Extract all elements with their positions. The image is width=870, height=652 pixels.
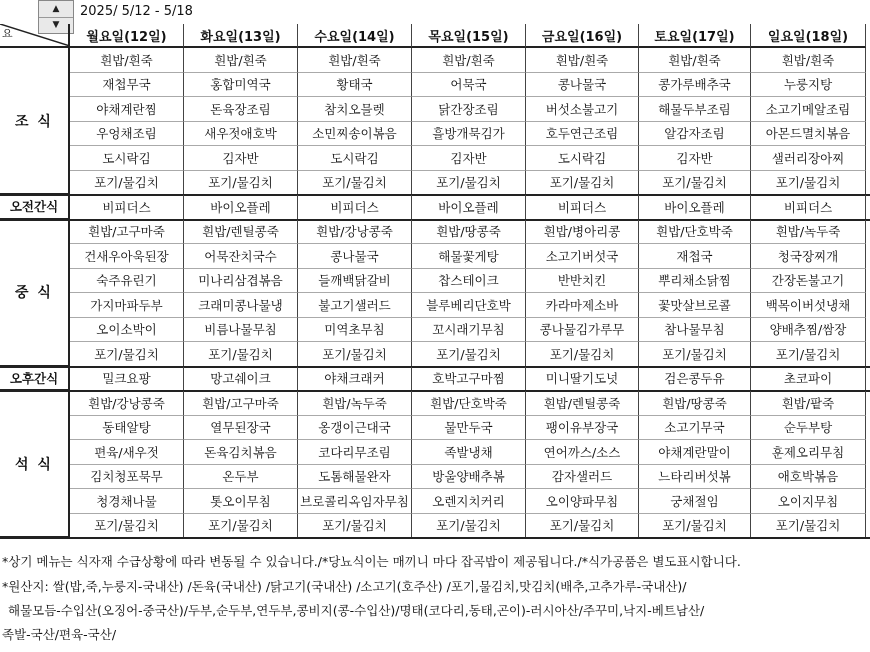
note-line: 족발-국산/편육-국산/ (2, 627, 117, 642)
menu-item: 재첩국 (639, 244, 751, 269)
section-divider (0, 537, 870, 539)
menu-item: 동태알탕 (70, 416, 184, 441)
menu-item: 호박고구마찜 (412, 367, 526, 392)
menu-item: 훈제오리무침 (751, 440, 866, 465)
menu-item: 흰밥/고구마죽 (184, 391, 298, 416)
menu-item: 뿌리채소닭찜 (639, 269, 751, 294)
menu-item: 흰밥/흰죽 (639, 48, 751, 73)
menu-item: 포기/물김치 (70, 342, 184, 367)
menu-item: 흰밥/흰죽 (184, 48, 298, 73)
menu-item: 브로콜리옥임자무침 (298, 489, 412, 514)
menu-item: 도톰해물완자 (298, 465, 412, 490)
menu-item: 홍합미역국 (184, 73, 298, 98)
menu-item: 포기/물김치 (751, 171, 866, 196)
corner-label: 요 (2, 27, 13, 40)
menu-item: 누룽지탕 (751, 73, 866, 98)
menu-item: 흰밥/단호박죽 (412, 391, 526, 416)
day-header: 월요일(12일) (70, 24, 184, 48)
menu-item: 찹스테이크 (412, 269, 526, 294)
menu-item: 포기/물김치 (298, 171, 412, 196)
menu-item: 미니딸기도넛 (526, 367, 639, 392)
spin-down-icon[interactable]: ▼ (52, 20, 60, 30)
note-line: 해물모듬-수입산(오징어-중국산)/두부,순두부,연두부,콩비지(콩-수입산)/명태(코다리,동태,곤이)-러시아산/주꾸미,낙지-베트남산/ (8, 603, 705, 618)
menu-item: 흰밥/흰죽 (751, 48, 866, 73)
menu-item: 초코파이 (751, 367, 866, 392)
menu-item: 비피더스 (526, 195, 639, 220)
menu-item: 비피더스 (298, 195, 412, 220)
menu-item: 포기/물김치 (526, 514, 639, 539)
menu-item: 물만두국 (412, 416, 526, 441)
menu-item: 바이오플레 (184, 195, 298, 220)
menu-item: 꼬시래기무침 (412, 318, 526, 343)
note-line: *원산지: 쌀(밥,죽,누룽지-국내산) /돈육(국내산) /닭고기(국내산) /소고기(호주산) /포기,물김치,맛김치(배추,고추가루-국내산)/ (2, 579, 687, 594)
menu-item: 황태국 (298, 73, 412, 98)
menu-item: 흰밥/흰죽 (70, 48, 184, 73)
menu-item: 흰밥/강낭콩죽 (298, 220, 412, 245)
menu-item: 우엉채조림 (70, 122, 184, 147)
menu-item: 흰밥/팥죽 (751, 391, 866, 416)
menu-item: 족발냉채 (412, 440, 526, 465)
menu-item: 궁채절임 (639, 489, 751, 514)
menu-item: 애호박볶음 (751, 465, 866, 490)
menu-item: 샐러리장아찌 (751, 146, 866, 171)
menu-item: 소민찌송이볶음 (298, 122, 412, 147)
menu-item: 포기/물김치 (412, 342, 526, 367)
menu-item: 닭간장조림 (412, 97, 526, 122)
menu-item: 해물두부조림 (639, 97, 751, 122)
menu-item: 연어까스/소스 (526, 440, 639, 465)
menu-item: 코다리무조림 (298, 440, 412, 465)
menu-item: 크래미콩나물냉 (184, 293, 298, 318)
menu-item: 순두부탕 (751, 416, 866, 441)
menu-item: 호두연근조림 (526, 122, 639, 147)
menu-item: 흰밥/녹두죽 (298, 391, 412, 416)
afternoon-snack-label: 오후간식 (0, 367, 70, 392)
note-line: *상기 메뉴는 식자재 수급상황에 따라 변동될 수 있습니다./*당뇨식이는 매끼니 마다 잡곡밥이 제공됩니다./*식가공품은 별도표시합니다. (2, 554, 741, 569)
spin-up-icon[interactable]: ▲ (39, 1, 73, 18)
day-header: 토요일(17일) (639, 24, 751, 48)
menu-item: 김자반 (412, 146, 526, 171)
menu-item: 오이지무침 (751, 489, 866, 514)
menu-item: 건새우아욱된장 (70, 244, 184, 269)
menu-item: 돈육장조림 (184, 97, 298, 122)
menu-item: 소고기메알조림 (751, 97, 866, 122)
menu-item: 백목이버섯냉채 (751, 293, 866, 318)
menu-item: 포기/물김치 (526, 171, 639, 196)
morning-snack-label: 오전간식 (0, 195, 70, 220)
menu-item: 포기/물김치 (184, 514, 298, 539)
menu-item: 카라마제소바 (526, 293, 639, 318)
menu-item: 포기/물김치 (298, 342, 412, 367)
menu-item: 팽이유부장국 (526, 416, 639, 441)
menu-item: 흰밥/흰죽 (298, 48, 412, 73)
menu-item: 도시락김 (526, 146, 639, 171)
menu-item: 온두부 (184, 465, 298, 490)
date-range: 2025/ 5/12 - 5/18 (80, 4, 193, 19)
menu-item: 참치오믈렛 (298, 97, 412, 122)
menu-item: 들깨백닭갈비 (298, 269, 412, 294)
menu-item: 포기/물김치 (412, 514, 526, 539)
menu-item: 해물꽃게탕 (412, 244, 526, 269)
menu-item: 포기/물김치 (412, 171, 526, 196)
menu-item: 편육/새우젓 (70, 440, 184, 465)
menu-item: 김자반 (639, 146, 751, 171)
menu-item: 반반치킨 (526, 269, 639, 294)
day-header: 금요일(16일) (526, 24, 639, 48)
menu-item: 야채크래커 (298, 367, 412, 392)
menu-item: 망고쉐이크 (184, 367, 298, 392)
menu-item: 어묵국 (412, 73, 526, 98)
menu-item: 오렌지치커리 (412, 489, 526, 514)
menu-item: 간장돈불고기 (751, 269, 866, 294)
menu-item: 포기/물김치 (298, 514, 412, 539)
menu-item: 숙주유린기 (70, 269, 184, 294)
menu-item: 비름나물무침 (184, 318, 298, 343)
menu-item: 양배추찜/쌈장 (751, 318, 866, 343)
menu-item: 미나리삼겹볶음 (184, 269, 298, 294)
menu-item: 톳오이무침 (184, 489, 298, 514)
corner-header (0, 24, 70, 48)
menu-item: 방울양배추볶 (412, 465, 526, 490)
menu-item: 미역초무침 (298, 318, 412, 343)
menu-item: 흰밥/강낭콩죽 (70, 391, 184, 416)
menu-item: 검은콩두유 (639, 367, 751, 392)
menu-item: 흰밥/단호박죽 (639, 220, 751, 245)
menu-item: 흰밥/흰죽 (526, 48, 639, 73)
menu-item: 포기/물김치 (639, 342, 751, 367)
menu-item: 열무된장국 (184, 416, 298, 441)
menu-item: 밀크요팡 (70, 367, 184, 392)
menu-item: 흰밥/렌틸콩죽 (184, 220, 298, 245)
day-header: 목요일(15일) (412, 24, 526, 48)
menu-item: 옹갱이근대국 (298, 416, 412, 441)
menu-item: 흘방개묵김가 (412, 122, 526, 147)
menu-item: 포기/물김치 (751, 342, 866, 367)
day-header: 일요일(18일) (751, 24, 866, 48)
menu-item: 오이양파무침 (526, 489, 639, 514)
menu-item: 가지마파두부 (70, 293, 184, 318)
menu-item: 꽃맛살브로콜 (639, 293, 751, 318)
menu-item: 흰밥/녹두죽 (751, 220, 866, 245)
menu-item: 참나물무침 (639, 318, 751, 343)
menu-item: 포기/물김치 (70, 514, 184, 539)
menu-item: 어묵잔치국수 (184, 244, 298, 269)
menu-item: 포기/물김치 (639, 171, 751, 196)
menu-item: 흰밥/렌틸콩죽 (526, 391, 639, 416)
menu-item: 재첩무국 (70, 73, 184, 98)
menu-item: 도시락김 (70, 146, 184, 171)
menu-item: 소고기무국 (639, 416, 751, 441)
menu-item: 감자샐러드 (526, 465, 639, 490)
menu-item: 새우젓애호박 (184, 122, 298, 147)
menu-item: 콩나물김가루무 (526, 318, 639, 343)
lunch-label: 중 식 (0, 220, 70, 367)
menu-item: 흰밥/고구마죽 (70, 220, 184, 245)
dinner-label: 석 식 (0, 391, 70, 538)
menu-item: 야채계란말이 (639, 440, 751, 465)
menu-item: 바이오플레 (639, 195, 751, 220)
menu-item: 김치청포묵무 (70, 465, 184, 490)
menu-item: 흰밥/땅콩죽 (639, 391, 751, 416)
menu-item: 청국장찌개 (751, 244, 866, 269)
menu-item: 포기/물김치 (526, 342, 639, 367)
menu-item: 콩나물국 (298, 244, 412, 269)
menu-item: 야채계란찜 (70, 97, 184, 122)
menu-item: 돈육김치볶음 (184, 440, 298, 465)
menu-item: 비피더스 (751, 195, 866, 220)
menu-item: 흰밥/땅콩죽 (412, 220, 526, 245)
menu-item: 바이오플레 (412, 195, 526, 220)
menu-item: 블루베리단호박 (412, 293, 526, 318)
day-header: 화요일(13일) (184, 24, 298, 48)
menu-item: 흰밥/병아리콩 (526, 220, 639, 245)
menu-item: 알감자조림 (639, 122, 751, 147)
menu-item: 오이소박이 (70, 318, 184, 343)
menu-item: 흰밥/흰죽 (412, 48, 526, 73)
menu-item: 불고기샐러드 (298, 293, 412, 318)
menu-item: 콩나물국 (526, 73, 639, 98)
menu-item: 포기/물김치 (639, 514, 751, 539)
menu-item: 느타리버섯볶 (639, 465, 751, 490)
menu-item: 버섯소불고기 (526, 97, 639, 122)
menu-item: 청경채나물 (70, 489, 184, 514)
menu-item: 포기/물김치 (70, 171, 184, 196)
menu-item: 포기/물김치 (184, 342, 298, 367)
menu-item: 콩가루배추국 (639, 73, 751, 98)
menu-item: 도시락김 (298, 146, 412, 171)
menu-item: 소고기버섯국 (526, 244, 639, 269)
menu-item: 포기/물김치 (751, 514, 866, 539)
menu-item: 포기/물김치 (184, 171, 298, 196)
menu-item: 아몬드멸치볶음 (751, 122, 866, 147)
breakfast-label: 조 식 (0, 48, 70, 195)
menu-item: 비피더스 (70, 195, 184, 220)
day-header: 수요일(14일) (298, 24, 412, 48)
menu-item: 김자반 (184, 146, 298, 171)
